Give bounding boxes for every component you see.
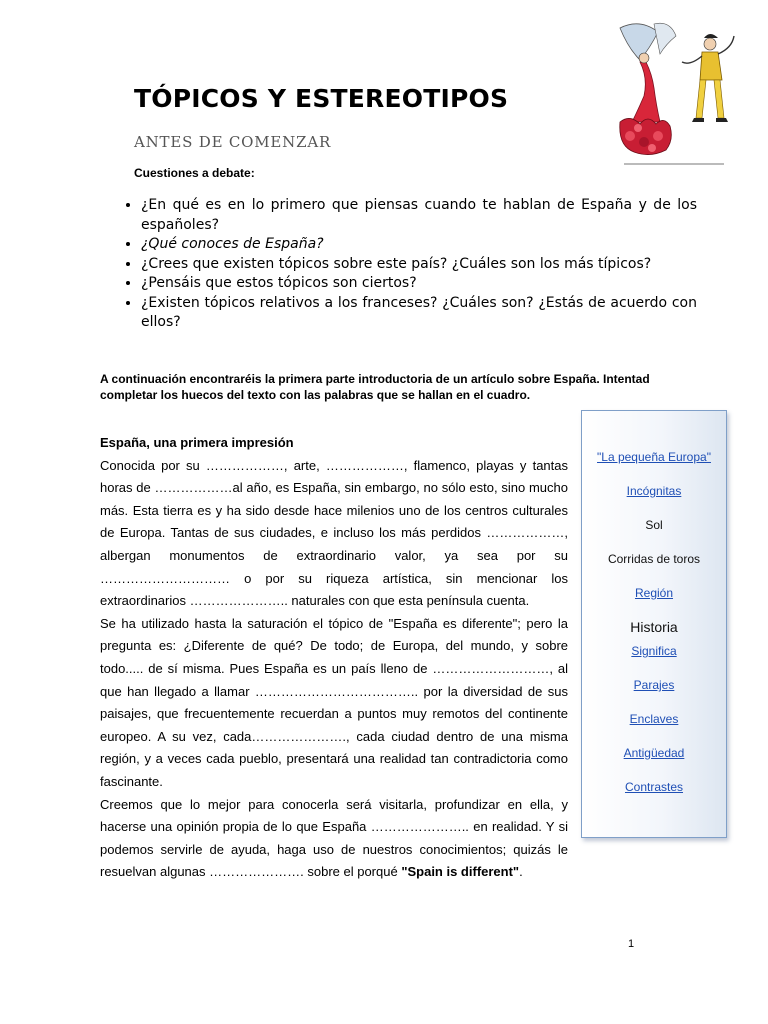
article-title: España, una primera impresión xyxy=(100,435,294,450)
word-bank-link[interactable]: Incógnitas xyxy=(626,484,682,498)
article-paragraph: Se ha utilizado hasta la saturación el tópico de "España es diferente"; pero la pregunta es: ¿Diferente de qué? De todo; de Europa, del mundo, y sobre todo..... de sí misma. Pues España es un país lleno de ………………………, al que han llegado a llamar ……………………………….. por la diversidad de sus paisajes, que frecuentemente recuerdan a puntos muy remotos del continente europeo. A su vez, cada…………………., cada ciudad dentro de una misma región, y a veces cada pueblo, presentará una realidad tan contradictoria como fascinante. xyxy=(100,615,568,789)
article-paragraph: Conocida por su ………………, arte, ………………, flamenco, playas y tantas horas de ………………al año, es España, sin embargo, no sólo esto, sino mucho más. Esta tierra es y ha sido desde hace milenios uno de los centros culturales de Europa. Tantas de sus ciudades, e incluso los más perdidos ………………, albergan monumentos de extraordinario valor, ya sea por su ………………………… o por su riqueza artística, sin mencionar los extraordinarios ………………….. naturales con que esta península cuenta. xyxy=(100,457,568,609)
spain-is-different-quote: "Spain is different" xyxy=(401,864,520,880)
debate-heading: Cuestiones a debate: xyxy=(134,166,255,180)
word-bank-item: Sol xyxy=(645,518,663,532)
article-paragraph xyxy=(100,794,568,884)
page-title: TÓPICOS Y ESTEREOTIPOS xyxy=(134,84,509,113)
debate-questions-list xyxy=(100,196,697,333)
section-subtitle: ANTES DE COMENZAR xyxy=(134,133,332,151)
word-bank-box xyxy=(581,410,727,838)
page-number: 1 xyxy=(628,938,635,950)
flamenco-illustration-icon xyxy=(610,18,738,172)
question-item: • ¿Qué conoces de España? xyxy=(141,235,697,255)
word-bank-item: Historia xyxy=(630,619,678,635)
paragraph-text: Creemos que lo mejor para conocerla será visitarla, profundizar en ella, y hacerse una opinión propia de lo que España ………………….. en realidad. Y si podemos servirle de ayuda, haga uso de nuestros conocimientos; quizás le resuelvan algunas …………………. sobre el porqué xyxy=(100,796,568,880)
question-item: • ¿En qué es en lo primero que piensas cuando te hablan de España y de los españoles? xyxy=(141,196,697,235)
paragraph-text: . xyxy=(519,864,523,880)
article xyxy=(100,432,568,884)
word-bank-link[interactable]: Región xyxy=(634,586,674,600)
word-bank-link[interactable]: "La pequeña Europa" xyxy=(597,450,711,464)
word-bank-link[interactable]: Contrastes xyxy=(624,780,684,794)
question-item: • ¿Crees que existen tópicos sobre este país? ¿Cuáles son los más típicos? xyxy=(141,255,697,275)
question-item: • ¿Existen tópicos relativos a los franceses? ¿Cuáles son? ¿Estás de acuerdo con ellos? xyxy=(141,294,697,333)
word-bank-link[interactable]: Significa xyxy=(631,644,677,658)
word-bank-link[interactable]: Parajes xyxy=(633,678,675,692)
question-item: • ¿Pensáis que estos tópicos son ciertos? xyxy=(141,274,697,294)
word-bank-item: Corridas de toros xyxy=(607,552,701,566)
word-bank-link[interactable]: Antigüedad xyxy=(623,746,685,760)
word-bank-link[interactable]: Enclaves xyxy=(629,712,679,726)
exercise-instructions: A continuación encontraréis la primera parte introductoria de un artículo sobre España. Intentad completar los huecos del texto con las palabras que se hallan en el cuadro. xyxy=(100,372,650,402)
